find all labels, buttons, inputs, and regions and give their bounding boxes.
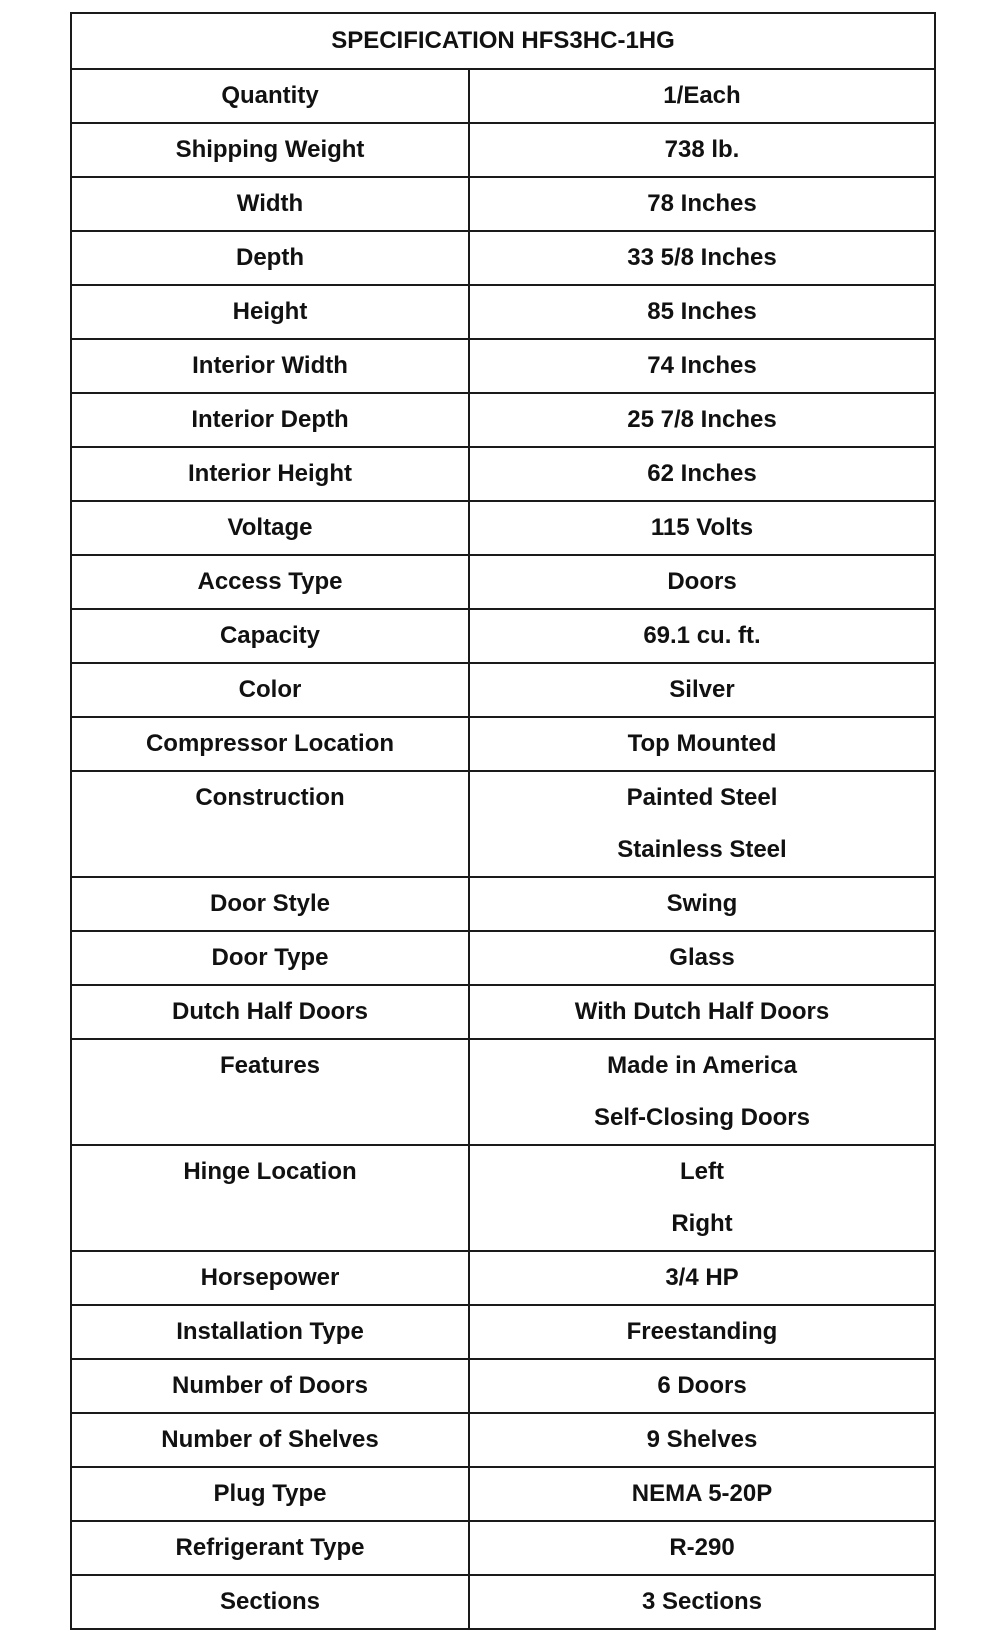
spec-label: Dutch Half Doors xyxy=(71,985,469,1039)
spec-label: Depth xyxy=(71,231,469,285)
spec-row xyxy=(71,1145,935,1251)
spec-value: NEMA 5-20P xyxy=(631,1480,773,1507)
spec-value: 62 Inches xyxy=(647,460,757,487)
spec-row xyxy=(71,1413,935,1467)
spec-value: 78 Inches xyxy=(647,190,757,217)
spec-label: Installation Type xyxy=(71,1305,469,1359)
spec-row xyxy=(71,447,935,501)
spec-label: Door Type xyxy=(71,931,469,985)
spec-row xyxy=(71,501,935,555)
spec-value-cell xyxy=(469,771,935,877)
spec-row xyxy=(71,1251,935,1305)
spec-value-cell xyxy=(469,985,935,1039)
spec-value: Stainless Steel xyxy=(617,836,787,863)
spec-label: Refrigerant Type xyxy=(71,1521,469,1575)
spec-value-cell xyxy=(469,501,935,555)
spec-value: With Dutch Half Doors xyxy=(574,998,830,1025)
spec-value-cell xyxy=(469,123,935,177)
spec-label: Hinge Location xyxy=(71,1145,469,1251)
spec-label: Height xyxy=(71,285,469,339)
spec-label: Number of Doors xyxy=(71,1359,469,1413)
spec-row xyxy=(71,663,935,717)
spec-value: 74 Inches xyxy=(647,352,757,379)
spec-row xyxy=(71,231,935,285)
spec-value-cell xyxy=(469,1467,935,1521)
spec-value-cell xyxy=(469,1575,935,1629)
spec-value-cell xyxy=(469,1039,935,1145)
spec-row xyxy=(71,69,935,123)
spec-label: Width xyxy=(71,177,469,231)
spec-label: Voltage xyxy=(71,501,469,555)
spec-value-cell xyxy=(469,877,935,931)
spec-value: 3/4 HP xyxy=(665,1264,739,1291)
spec-value-cell xyxy=(469,609,935,663)
spec-label: Quantity xyxy=(71,69,469,123)
spec-row xyxy=(71,393,935,447)
spec-row xyxy=(71,717,935,771)
spec-label: Door Style xyxy=(71,877,469,931)
spec-value-cell xyxy=(469,393,935,447)
spec-label: Compressor Location xyxy=(71,717,469,771)
spec-value-cell xyxy=(469,177,935,231)
spec-value: 1/Each xyxy=(663,82,741,109)
spec-row xyxy=(71,877,935,931)
spec-value: 738 lb. xyxy=(664,136,740,163)
spec-value-cell xyxy=(469,1305,935,1359)
spec-value: R-290 xyxy=(669,1534,735,1561)
spec-label: Horsepower xyxy=(71,1251,469,1305)
spec-value-cell xyxy=(469,1359,935,1413)
spec-row xyxy=(71,985,935,1039)
spec-row xyxy=(71,555,935,609)
spec-row xyxy=(71,177,935,231)
spec-value: Painted Steel xyxy=(626,784,778,811)
spec-label: Access Type xyxy=(71,555,469,609)
spec-label: Color xyxy=(71,663,469,717)
spec-label: Number of Shelves xyxy=(71,1413,469,1467)
spec-value: Left xyxy=(680,1158,724,1185)
spec-value-cell xyxy=(469,1251,935,1305)
spec-row xyxy=(71,1305,935,1359)
spec-value: Glass xyxy=(669,944,735,971)
spec-row xyxy=(71,609,935,663)
spec-label: Shipping Weight xyxy=(71,123,469,177)
spec-row xyxy=(71,1575,935,1629)
spec-label: Construction xyxy=(71,771,469,877)
spec-value: 115 Volts xyxy=(650,514,754,541)
spec-value: 9 Shelves xyxy=(646,1426,758,1453)
spec-table-body xyxy=(71,69,935,1629)
spec-value-cell xyxy=(469,285,935,339)
spec-value: 25 7/8 Inches xyxy=(627,406,777,433)
spec-label: Interior Width xyxy=(71,339,469,393)
spec-value-cell xyxy=(469,931,935,985)
spec-row xyxy=(71,1521,935,1575)
spec-label: Sections xyxy=(71,1575,469,1629)
spec-row xyxy=(71,285,935,339)
spec-value: Self-Closing Doors xyxy=(593,1104,810,1131)
spec-value: 69.1 cu. ft. xyxy=(643,622,761,649)
spec-value: 85 Inches xyxy=(647,298,757,325)
spec-row xyxy=(71,771,935,877)
spec-row xyxy=(71,1467,935,1521)
spec-value-cell xyxy=(469,555,935,609)
spec-value: Right xyxy=(671,1210,733,1237)
spec-value-cell xyxy=(469,1145,935,1251)
spec-value: Silver xyxy=(669,676,735,703)
spec-value-cell xyxy=(469,663,935,717)
spec-value-cell xyxy=(469,1521,935,1575)
table-title: SPECIFICATION HFS3HC-1HG xyxy=(71,13,935,69)
spec-row xyxy=(71,123,935,177)
spec-value: Freestanding xyxy=(626,1318,778,1345)
spec-value: 6 Doors xyxy=(657,1372,747,1399)
spec-label: Plug Type xyxy=(71,1467,469,1521)
spec-value: Swing xyxy=(666,890,738,917)
spec-label: Interior Depth xyxy=(71,393,469,447)
spec-row xyxy=(71,1039,935,1145)
spec-value-cell xyxy=(469,1413,935,1467)
spec-value: 3 Sections xyxy=(641,1588,763,1615)
spec-value-cell xyxy=(469,339,935,393)
spec-value: Made in America xyxy=(607,1052,797,1079)
spec-value: Doors xyxy=(667,568,737,595)
spec-value-cell xyxy=(469,231,935,285)
spec-label: Interior Height xyxy=(71,447,469,501)
spec-value-cell xyxy=(469,69,935,123)
spec-row xyxy=(71,339,935,393)
specification-table xyxy=(70,12,936,1630)
spec-value-cell xyxy=(469,447,935,501)
spec-value: 33 5/8 Inches xyxy=(627,244,777,271)
spec-row xyxy=(71,1359,935,1413)
spec-label: Capacity xyxy=(71,609,469,663)
spec-label: Features xyxy=(71,1039,469,1145)
spec-row xyxy=(71,931,935,985)
spec-value-cell xyxy=(469,717,935,771)
spec-value: Top Mounted xyxy=(627,730,777,757)
